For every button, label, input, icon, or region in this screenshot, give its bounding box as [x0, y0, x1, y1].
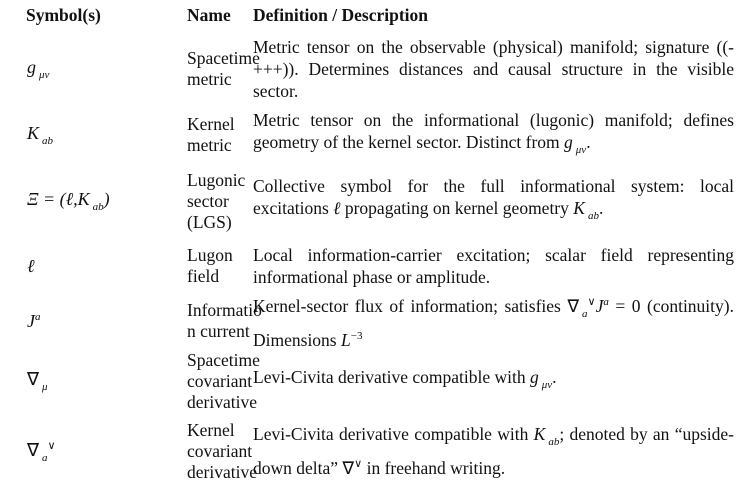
symbol-subscript: μν [39, 69, 50, 81]
math-superscript: −3 [350, 330, 363, 342]
definition-text: Levi-Civita derivative compatible with [253, 424, 534, 444]
definition-text: . [552, 367, 557, 387]
symbol-superscript: ∨ [47, 439, 56, 452]
definition-text: Metric tensor on the informational (lugonic) manifold; defines geometry of the kernel sector. Distinct from [253, 109, 734, 152]
table-row [0, 30, 754, 108]
math-superscript: ∨ [587, 296, 596, 308]
nabla-symbol: ∇ [342, 458, 355, 478]
math-subscript: a [582, 308, 588, 320]
definition-cell [253, 36, 734, 102]
symbol-cell [0, 189, 187, 213]
name-cell: Lugon field [187, 245, 233, 286]
definition-text: in freehand writing. [362, 458, 506, 478]
symbol-subscript: a [42, 451, 48, 464]
math: ℓ [333, 198, 341, 218]
table-row [0, 291, 754, 350]
nabla-symbol: ∇ [567, 296, 580, 316]
symbol-cell [0, 256, 187, 277]
definition-text: Local information-carrier excitation; scalar field representing informational phase or amplitude. [253, 245, 734, 287]
name-cell: Kernel metric [187, 113, 235, 155]
math: K [573, 198, 585, 218]
definition-text: = 0 (continuity). Dimensions [253, 296, 734, 350]
header-definition: Definition / Description [253, 4, 428, 25]
name-cell: Spacetime metric [187, 48, 260, 89]
math-subscript: μν [541, 379, 553, 391]
header-name: Name [187, 4, 231, 25]
math-subscript: μν [575, 143, 587, 156]
math: K [533, 424, 546, 444]
definition-text: propagating on kernel geometry [340, 198, 574, 218]
definition-text: . [586, 131, 591, 152]
nabla-symbol: ∇ [27, 439, 40, 460]
table-header [0, 0, 754, 30]
symbol-cell [0, 369, 187, 393]
table-row [0, 161, 754, 241]
definition-text: Kernel-sector flux of information; satisfies [253, 296, 568, 316]
symbol-cell [0, 57, 187, 81]
definition-text: Levi-Civita derivative compatible with [253, 367, 531, 387]
symbol: K [27, 122, 40, 143]
symbol-cell [0, 311, 187, 332]
name-cell: Lugonic sector (LGS) [187, 169, 246, 232]
definition-cell [253, 423, 734, 479]
math-subscript: ab [587, 210, 599, 222]
nabla-symbol: ∇ [27, 369, 40, 389]
symbol-subscript: ab [92, 201, 104, 213]
math: g [564, 131, 573, 152]
table-row [0, 347, 754, 415]
name-cell: Spacetime covariant derivative [187, 349, 260, 412]
math-subscript: ab [548, 436, 560, 448]
math: J [595, 296, 604, 316]
symbol: g [27, 57, 36, 77]
definition-text: Collective symbol for the full informational system: local excitations [253, 176, 734, 218]
symbol-superscript: a [35, 310, 41, 323]
definition-cell [253, 175, 734, 227]
table-row [0, 108, 754, 161]
table-row [0, 241, 754, 291]
header-symbol: Symbol(s) [26, 4, 101, 25]
definition-cell [253, 244, 734, 288]
definition-cell [253, 109, 734, 161]
definition-text: . [598, 198, 604, 218]
definition-cell [253, 291, 734, 351]
name-cell: Informatio n current [187, 300, 262, 341]
table-row [0, 415, 754, 487]
name-cell: Kernel covariant derivative [187, 419, 257, 482]
definition-text: Metric tensor on the observable (physical) manifold; signature ((-+++)). Determines distances and causal structure in the visible sector. [253, 37, 734, 101]
definition-cell [253, 366, 734, 396]
definition-text: ; denoted by an “upside-down delta” [253, 424, 734, 478]
math-superscript: a [603, 296, 609, 308]
symbol: Ξ = (ℓ,K [27, 189, 90, 209]
symbol: ) [103, 189, 110, 209]
symbol-subscript: ab [42, 134, 54, 147]
symbol: ℓ [27, 255, 35, 276]
math: g [530, 367, 539, 387]
symbol-subscript: μ [42, 381, 48, 393]
symbol-cell [0, 439, 187, 464]
math: L [341, 330, 351, 350]
math-superscript: ∨ [354, 458, 363, 470]
symbol: J [27, 310, 35, 331]
symbol-cell [0, 123, 187, 147]
